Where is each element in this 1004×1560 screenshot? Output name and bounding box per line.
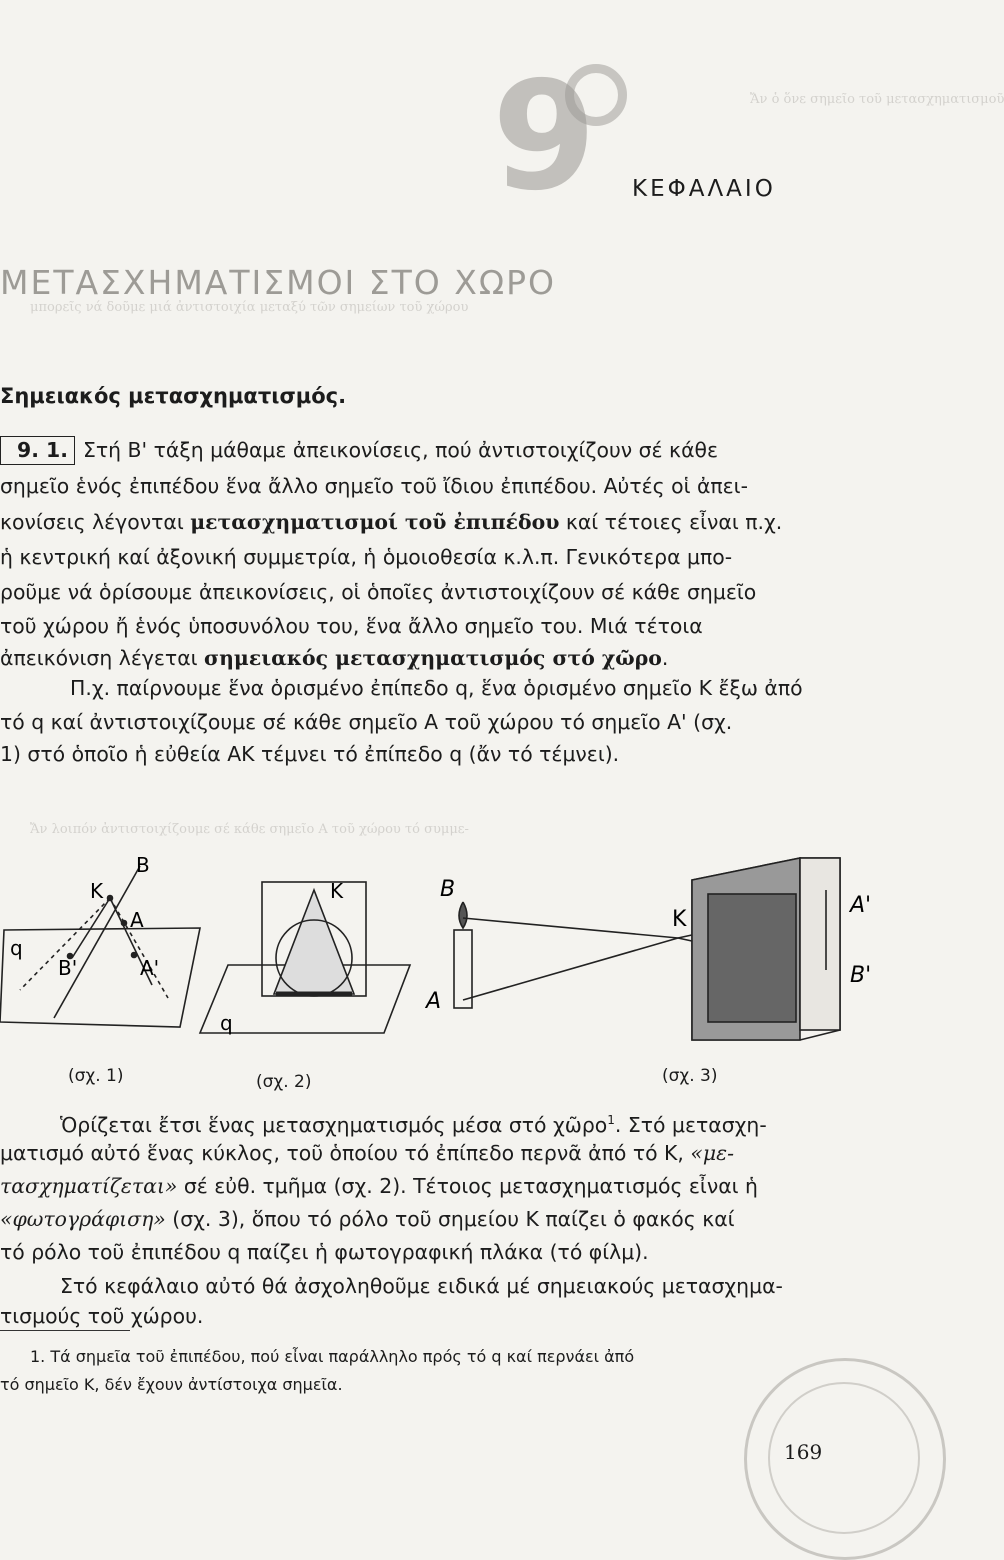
paragraph-line: ἡ κεντρική καί ἀξονική συμμετρία, ἡ ὁμοιοθεσία κ.λ.π. Γενικότερα μπο- [0,545,733,569]
example-line: Π.χ. παίρνουμε ἕνα ὁρισμένο ἐπίπεδο q, ἕνα ὁρισμένο σημεῖο Κ ἔξω ἀπό [70,676,803,700]
section-heading: Σημειακός μετασχηματισμός. [0,384,347,408]
label-A-fig3: A [426,989,442,1014]
label-q-fig2: q [220,1011,233,1035]
figure-caption: (σχ. 2) [256,1072,312,1092]
after-line: τισμούς τοῦ χώρου. [0,1304,204,1328]
figure-3 [454,858,840,1040]
after-line: τό ρόλο τοῦ ἐπιπέδου q παίζει ἡ φωτογραφική πλάκα (τό φίλμ). [0,1240,649,1264]
figure-caption: (σχ. 1) [68,1066,124,1086]
after-line: ματισμό αὐτό ἕνας κύκλος, τοῦ ὁποίου τό ἐπίπεδο περνᾶ ἀπό τό Κ, «με- [0,1141,734,1165]
label-K: K [90,879,104,903]
chapter-title: ΜΕΤΑΣΧΗΜΑΤΙΣΜΟΙ ΣΤΟ ΧΩΡΟ [0,263,556,302]
after-line: τασχηματίζεται» σέ εὐθ. τμῆμα (σχ. 2). Τέτοιος μετασχηματισμός εἶναι ἡ [0,1174,758,1198]
figure-caption: (σχ. 3) [662,1066,718,1086]
page-number: 169 [784,1440,823,1464]
footnote-line: 1. Τά σημεῖα τοῦ ἐπιπέδου, πού εἶναι παράλληλο πρός τό q καί περνάει ἀπό [30,1347,635,1366]
label-B-prime: B' [58,956,78,980]
bleed-through-text: Ἄν λοιπόν ἀντιστοιχίζουμε σέ κάθε σημεῖο Α τοῦ χώρου τό συμμε- [30,822,469,837]
after-line: Ὁρίζεται ἔτσι ἕνας μετασχηματισμός μέσα στό χῶρο$^1$. Στό μετασχη- [60,1112,767,1137]
label-B-prime-fig3: B' [850,963,872,988]
label-B-fig3: B [440,877,456,902]
after-line: «φωτογράφιση» (σχ. 3), ὅπου τό ρόλο τοῦ σημείου Κ παίζει ὁ φακός καί [0,1207,735,1231]
paragraph-line: 9. 1. Στή Β' τάξη μάθαμε ἀπεικονίσεις, πού ἀντιστοιχίζουν σέ κάθε [0,434,718,467]
label-K-fig3: K [672,907,687,932]
label-A: A [130,908,144,932]
paragraph-line: ροῦμε νά ὁρίσουμε ἀπεικονίσεις, οἱ ὁποῖες ἀντιστοιχίζουν σέ κάθε σημεῖο [0,580,757,604]
paragraph-number: 9. 1. [0,436,75,465]
label-A-prime: A' [140,956,160,980]
example-line: τό q καί ἀντιστοιχίζουμε σέ κάθε σημεῖο Α τοῦ χώρου τό σημεῖο Α' (σχ. [0,710,733,734]
footnote-line: τό σημεῖο Κ, δέν ἔχουν ἀντίστοιχα σημεῖα. [0,1375,343,1394]
footnote-marker: 1 [607,1113,615,1127]
paragraph-line: σημεῖο ἑνός ἐπιπέδου ἕνα ἄλλο σημεῖο τοῦ ἴδιου ἐπιπέδου. Αὐτές οἱ ἀπει- [0,474,748,498]
figures [0,830,941,1070]
label-A-prime-fig3: A' [850,893,872,918]
chapter-label: ΚΕΦΑΛΑΙΟ [632,176,776,202]
paragraph-line: ἀπεικόνιση λέγεται σημειακός μετασχηματισμός στό χῶρο. [0,646,669,670]
paragraph-line: κονίσεις λέγονται μετασχηματισμοί τοῦ ἐπιπέδου καί τέτοιες εἶναι π.χ. [0,510,783,534]
chapter-number-suffix-ring [565,64,627,126]
after-line: Στό κεφάλαιο αὐτό θά ἀσχοληθοῦμε ειδικά μέ σημειακούς μετασχημα- [60,1274,783,1298]
chapter-number: 9 [492,50,597,224]
bleed-through-text: Ἄν ὁ ὅνε σημεῖο τοῦ μετασχηματισμοῦ [750,92,1004,107]
label-q: q [10,936,23,960]
label-B: B [136,853,150,877]
footnote-rule [0,1330,130,1331]
paragraph-line: τοῦ χώρου ἤ ἑνός ὑποσυνόλου του, ἕνα ἄλλο σημεῖο του. Μιά τέτοια [0,614,703,638]
label-K-fig2: K [330,879,344,903]
term-point-transformation: σημειακός μετασχηματισμός στό χῶρο [204,646,662,670]
term-plane-transformations: μετασχηματισμοί τοῦ ἐπιπέδου [190,510,560,534]
example-line: 1) στό ὁποῖο ἡ εὐθεία ΑΚ τέμνει τό ἐπίπεδο q (ἄν τό τέμνει). [0,742,620,766]
bleed-through-text: μπορεῖς νά δοῦμε μιά ἀντιστοιχία μεταξύ τῶν σημείων τοῦ χώρου [30,300,469,315]
